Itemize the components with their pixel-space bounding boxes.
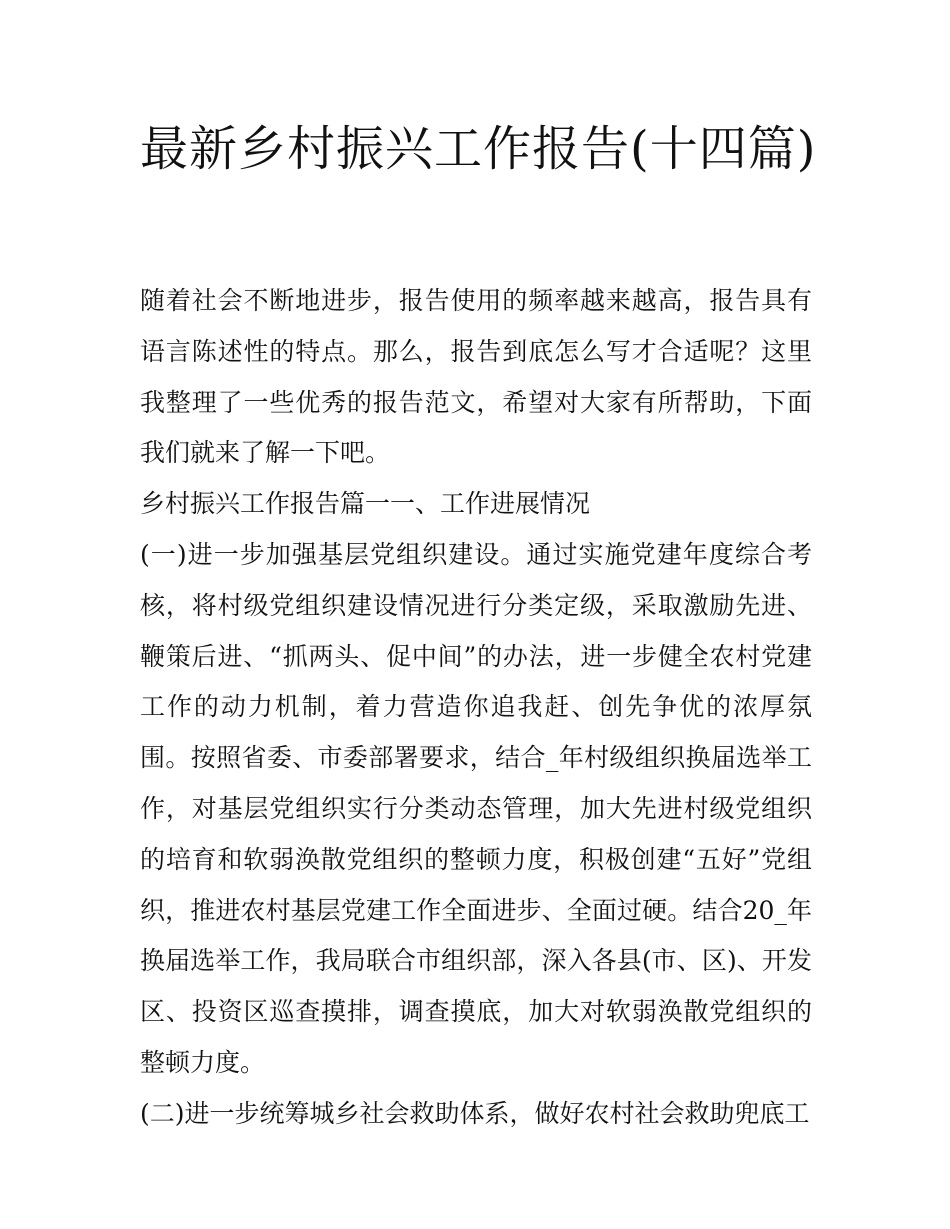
section-paragraph-one: (一)进一步加强基层党组织建设。通过实施党建年度综合考核，将村级党组织建设情况进行分类定级，采取激励先进、鞭策后进、“抓两头、促中间”的办法，进一步健全农村党建工作的动力机制，着力营造你追我赶、创先争优的浓厚氛围。按照省委、市委部署要求，结合_年村级组织换届选举工作，对基层党组织实行分类动态管理，加大先进村级党组织的培育和软弱涣散党组织的整顿力度，积极创建“五好”党组织，推进农村基层党建工作全面进步、全面过硬。结合20_年换届选举工作，我局联合市组织部，深入各县(市、区)、开发区、投资区巡查摸排，调查摸底，加大对软弱涣散党组织的整顿力度。	[140, 539, 812, 1077]
section-heading: 乡村振兴工作报告篇一一、工作进展情况	[140, 489, 591, 519]
intro-paragraph: 随着社会不断地进步，报告使用的频率越来越高，报告具有语言陈述性的特点。那么，报告到底怎么写才合适呢？这里我整理了一些优秀的报告范文，希望对大家有所帮助，下面我们就来了解一下吧。	[140, 286, 812, 468]
document-title: 最新乡村振兴工作报告(十四篇)	[140, 121, 817, 177]
document-body	[140, 276, 812, 1140]
section-paragraph-two: (二)进一步统筹城乡社会救助体系，做好农村社会救助兜底工	[140, 1098, 810, 1128]
